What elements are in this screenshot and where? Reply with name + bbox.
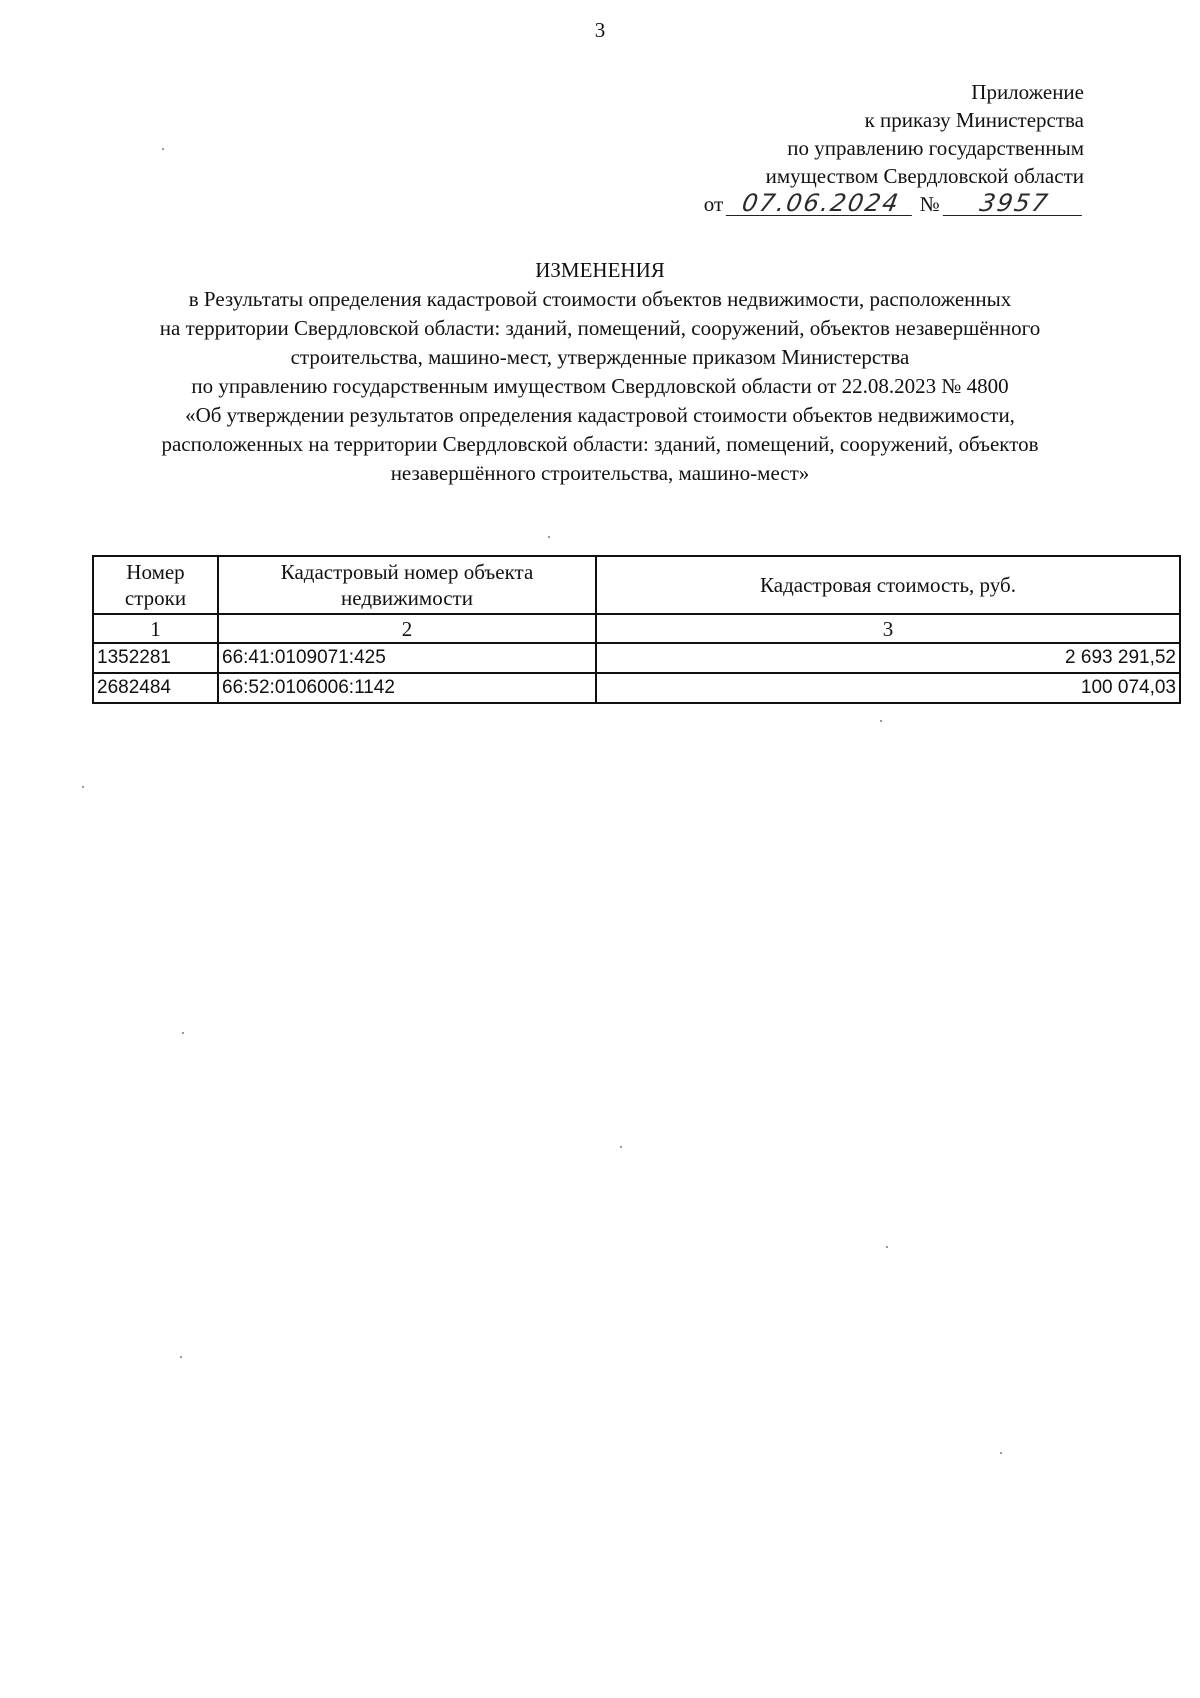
header-cadastral-number-line2: недвижимости (341, 586, 473, 610)
date-number-line (704, 190, 1084, 218)
number-prefix: № (919, 192, 940, 216)
scan-speck (180, 1356, 182, 1358)
table-row (93, 643, 1180, 673)
column-number: 2 (218, 614, 596, 643)
column-number: 3 (596, 614, 1180, 643)
scan-speck (82, 786, 84, 788)
table-header-row (93, 556, 1180, 614)
header-cadastral-value: Кадастровая стоимость, руб. (596, 556, 1180, 614)
heading-line: в Результаты определения кадастровой стоимости объектов недвижимости, расположенных (188, 287, 1012, 311)
appendix-block (704, 78, 1084, 218)
document-heading (0, 256, 1200, 488)
header-row-number-line2: строки (124, 586, 187, 610)
appendix-line-1: Приложение (971, 80, 1084, 104)
row-number-cell: 2682484 (93, 673, 218, 703)
cadastral-value-table (92, 555, 1181, 704)
header-cadastral-number-line1: Кадастровый номер объекта (280, 560, 534, 584)
scan-speck (886, 1246, 888, 1248)
header-row-number-line1: Номер (126, 560, 185, 584)
table-column-numbers-row (93, 614, 1180, 643)
table-row (93, 673, 1180, 703)
appendix-line-2: к приказу Министерства (864, 108, 1084, 132)
heading-line: незавершённого строительства, машино-мест» (390, 461, 810, 485)
appendix-line-4: имуществом Свердловской области (765, 164, 1084, 188)
document-title: ИЗМЕНЕНИЯ (535, 258, 665, 282)
scan-speck (620, 1146, 622, 1148)
row-number-cell: 1352281 (93, 643, 218, 673)
heading-line: «Об утверждении результатов определения кадастровой стоимости объектов недвижимости, (185, 403, 1015, 427)
cadastral-number-cell: 66:41:0109071:425 (218, 643, 596, 673)
handwritten-number: 3957 (943, 191, 1086, 216)
column-number: 1 (93, 614, 218, 643)
heading-line: расположенных на территории Свердловской области: зданий, помещений, сооружений, объектов (161, 432, 1039, 456)
heading-line: по управлению государственным имуществом Свердловской области от 22.08.2023 № 4800 (191, 374, 1009, 398)
heading-line: на территории Свердловской области: зданий, помещений, сооружений, объектов незавершённого (159, 316, 1041, 340)
cadastral-number-cell: 66:52:0106006:1142 (218, 673, 596, 703)
cadastral-value-cell: 100 074,03 (596, 673, 1180, 703)
handwritten-date: 07.06.2024 (726, 191, 916, 216)
header-cadastral-number (218, 556, 596, 614)
cadastral-value-cell: 2 693 291,52 (596, 643, 1180, 673)
scan-speck (182, 1032, 184, 1034)
date-prefix: от (703, 192, 724, 216)
page-number: 3 (594, 18, 606, 42)
header-row-number (93, 556, 218, 614)
appendix-line-3: по управлению государственным (787, 136, 1084, 160)
heading-line: строительства, машино-мест, утвержденные приказом Министерства (290, 345, 910, 369)
scan-speck (1000, 1452, 1002, 1454)
scan-speck (548, 536, 550, 538)
scan-speck (880, 720, 882, 722)
scan-speck (162, 148, 164, 150)
cadastral-table-wrapper (92, 555, 1181, 704)
